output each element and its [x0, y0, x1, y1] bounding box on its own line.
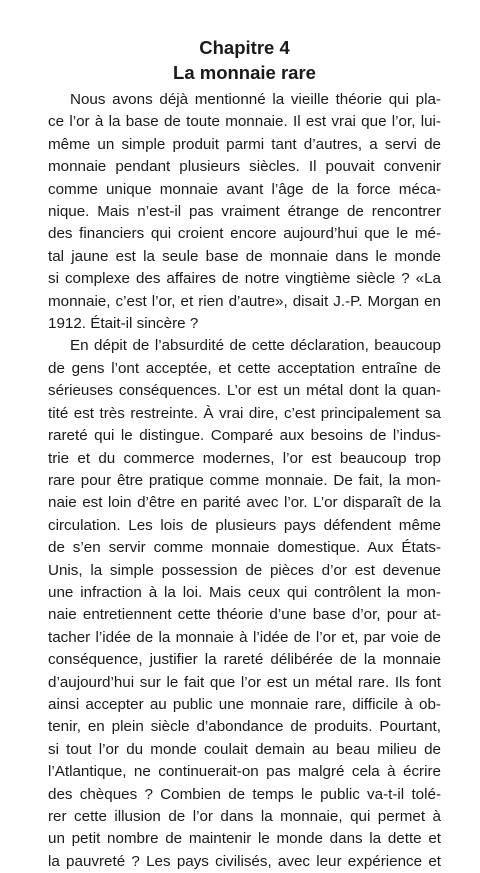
text-line: naie est loin d’être en parité avec l’or. L’or disparaît de la: [48, 494, 441, 512]
text-line: d’aujourd’hui sur le fait que l’or est un métal rare. Ils font: [48, 673, 441, 691]
text-line: sérieuses conséquences. L’or est un métal dont la quan-: [48, 382, 441, 400]
text-line: 1912. Était-il sincère ?: [48, 315, 199, 333]
text-line: Nous avons déjà mentionné la vieille théorie qui pla-: [70, 91, 441, 108]
text-line: des financiers qui croient encore aujourd’hui que le mé-: [48, 225, 441, 243]
text-line: trie et du commerce modernes, l’or est beaucoup trop: [48, 449, 441, 467]
text-line: même un simple produit parmi tant d’autres, a servi de: [48, 135, 441, 153]
text-line: tité est très restreinte. À vrai dire, c’est principalement sa: [48, 404, 441, 422]
text-line: la pauvreté ? Les pays civilisés, avec leur expérience et: [48, 852, 441, 870]
text-line: comme unique monnaie avant l’âge de la force méca-: [48, 180, 441, 198]
text-line: tenir, en plein siècle d’abondance de produits. Pourtant,: [48, 718, 441, 736]
text-line: rer cette illusion de l’or dans la monnaie, qui permet à: [48, 808, 441, 825]
text-line: rare pour être pratique comme monnaie. De fait, la mon-: [48, 471, 441, 489]
text-line: naie entretiennent cette théorie d’une base d’or, pour at-: [48, 606, 441, 624]
text-line: l’Atlantique, ne continuerait-on pas malgré cela à écrire: [48, 763, 441, 781]
text-line: si tout l’or du monde coulait demain au beau milieu de: [48, 740, 441, 758]
paragraph-1: [48, 89, 441, 335]
text-line: circulation. Les lois de plusieurs pays défendent même: [48, 516, 441, 534]
text-line: tal jaune est la seule base de monnaie dans le monde: [48, 247, 441, 265]
text-line: si complexe des affaires de notre vingtième siècle ? «La: [48, 270, 441, 288]
text-line: des chèques ? Combien de temps le public va-t-il tolé-: [48, 785, 441, 803]
text-line: de gens l’ont acceptée, et cette acceptation entraîne de: [48, 359, 441, 377]
paragraph-2: [48, 335, 441, 873]
text-line: nique. Mais n’est-il pas vraiment étrange de rencontrer: [48, 203, 441, 221]
text-line: une infraction à la loi. Mais ceux qui contrôlent la mon-: [48, 583, 441, 601]
text-line: ce l’or à la base de toute monnaie. Il est vrai que l’or, lui-: [48, 113, 441, 131]
text-line: Unis, la simple possession de pièces d’or est devenue: [48, 561, 441, 579]
text-line: monnaie, c’est l’or, et rien d’autre», disait J.-P. Morgan en: [48, 292, 441, 310]
text-line: conséquence, justifier la rareté délibérée de la monnaie: [48, 651, 441, 669]
book-page: [48, 36, 441, 873]
chapter-number: Chapitre 4: [199, 37, 290, 58]
chapter-title: La monnaie rare: [173, 62, 316, 83]
text-line: ainsi accepter au public une monnaie rare, difficile à ob-: [48, 695, 441, 713]
text-line: rareté qui le distingue. Comparé aux besoins de l’indus-: [48, 427, 441, 445]
text-line: tacher l’idée de la monnaie à l’idée de l’or et, par voie de: [48, 628, 441, 646]
text-line: En dépit de l’absurdité de cette déclaration, beaucoup: [70, 337, 441, 355]
text-line: de s’en servir comme monnaie domestique. Aux États-: [48, 539, 441, 557]
text-line: monnaie pendant plusieurs siècles. Il pouvait convenir: [48, 158, 441, 176]
text-line: un petit nombre de maintenir le monde dans la dette et: [48, 830, 441, 848]
